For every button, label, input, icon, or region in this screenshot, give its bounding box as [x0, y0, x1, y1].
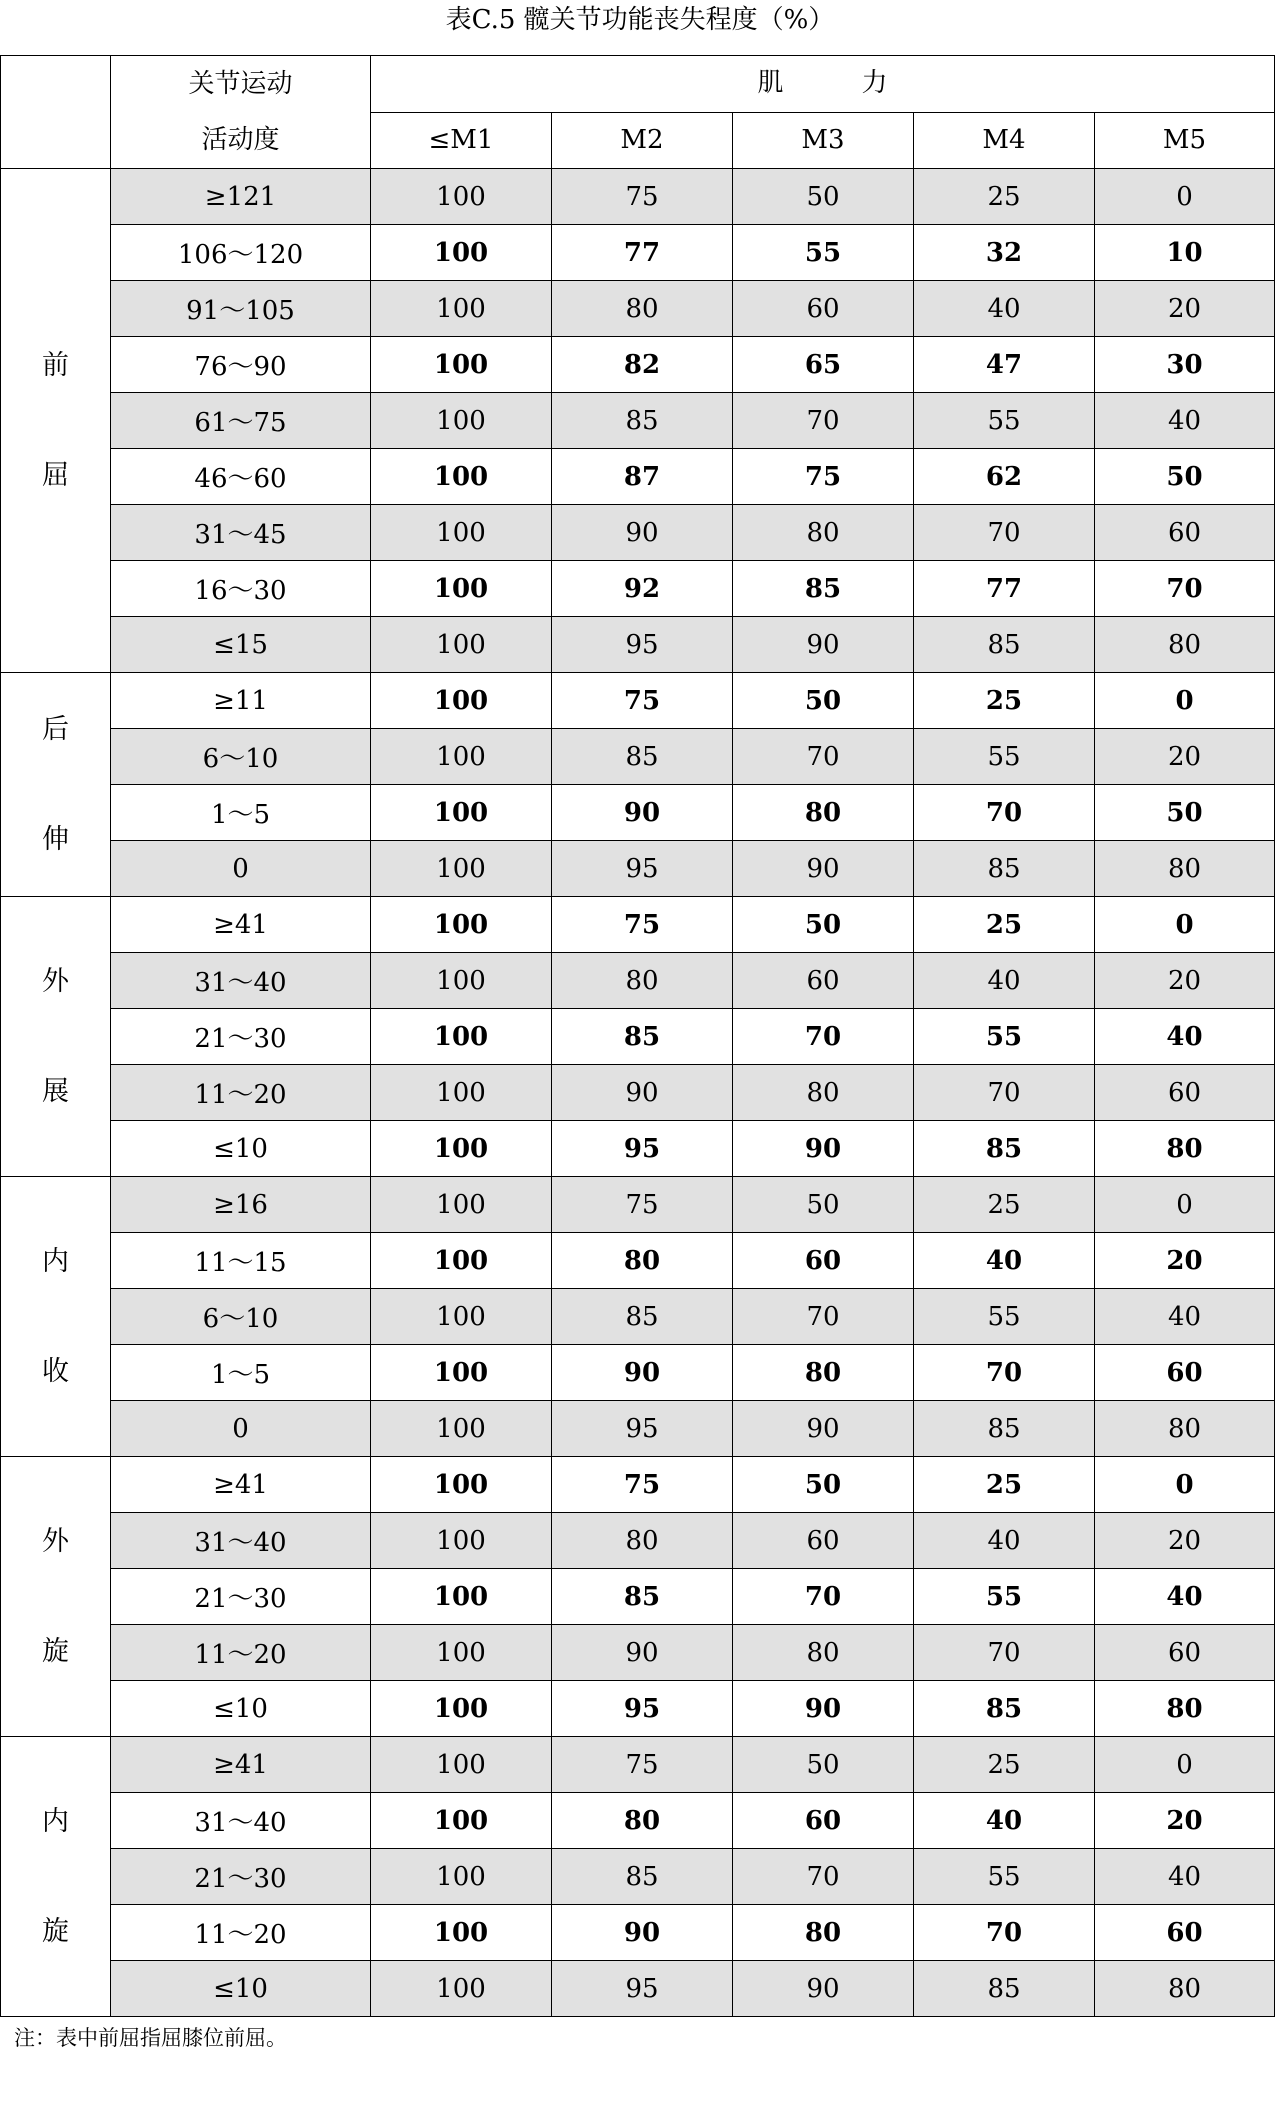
- table-row: [1, 1849, 1275, 1905]
- motion-range-cell: ≥41: [111, 897, 371, 953]
- group-label-char: 前: [42, 349, 69, 381]
- loss-value-m5: 80: [1095, 617, 1275, 673]
- loss-value-m2: 77: [552, 225, 733, 281]
- loss-value-m1: 100: [371, 561, 552, 617]
- loss-value-m1: 100: [371, 1177, 552, 1233]
- loss-value-m2: 95: [552, 617, 733, 673]
- loss-value-m3: 80: [733, 1345, 914, 1401]
- loss-value-m5: 40: [1095, 393, 1275, 449]
- loss-value-m3: 50: [733, 169, 914, 225]
- loss-value-m4: 55: [914, 1569, 1095, 1625]
- loss-value-m1: 100: [371, 449, 552, 505]
- motion-range-cell: ≥121: [111, 169, 371, 225]
- loss-value-m4: 70: [914, 1345, 1095, 1401]
- group-label-char: 旋: [42, 1635, 69, 1667]
- loss-value-m5: 40: [1095, 1009, 1275, 1065]
- loss-value-m1: 100: [371, 1793, 552, 1849]
- motion-range-cell: 0: [111, 1401, 371, 1457]
- loss-value-m2: 80: [552, 1793, 733, 1849]
- loss-value-m2: 85: [552, 1569, 733, 1625]
- grade-header-m3: M3: [733, 112, 914, 169]
- motion-range-cell: 46～60: [111, 449, 371, 505]
- loss-value-m2: 82: [552, 337, 733, 393]
- loss-value-m1: 100: [371, 1681, 552, 1737]
- group-label-char: 屈: [42, 459, 69, 491]
- loss-value-m2: 90: [552, 785, 733, 841]
- group-label-char: 展: [42, 1075, 69, 1107]
- motion-range-cell: 1～5: [111, 785, 371, 841]
- loss-value-m3: 60: [733, 1513, 914, 1569]
- loss-value-m4: 70: [914, 505, 1095, 561]
- loss-value-m1: 100: [371, 1009, 552, 1065]
- loss-value-m2: 95: [552, 1961, 733, 2017]
- loss-value-m5: 40: [1095, 1569, 1275, 1625]
- loss-value-m3: 80: [733, 1625, 914, 1681]
- loss-value-m3: 50: [733, 1457, 914, 1513]
- table-row: [1, 953, 1275, 1009]
- loss-value-m1: 100: [371, 1289, 552, 1345]
- loss-value-m4: 70: [914, 1905, 1095, 1961]
- group-label-char: 外: [42, 1525, 69, 1557]
- loss-value-m5: 0: [1095, 1737, 1275, 1793]
- loss-value-m1: 100: [371, 281, 552, 337]
- loss-value-m2: 85: [552, 1009, 733, 1065]
- loss-value-m2: 90: [552, 1065, 733, 1121]
- motion-range-cell: ≥41: [111, 1737, 371, 1793]
- table-row: [1, 1625, 1275, 1681]
- motion-range-cell: 21～30: [111, 1009, 371, 1065]
- loss-value-m2: 95: [552, 1401, 733, 1457]
- motion-range-cell: 61～75: [111, 393, 371, 449]
- loss-value-m1: 100: [371, 673, 552, 729]
- motion-range-cell: 21～30: [111, 1849, 371, 1905]
- loss-value-m1: 100: [371, 1233, 552, 1289]
- table-row: [1, 225, 1275, 281]
- loss-value-m4: 25: [914, 673, 1095, 729]
- motion-range-cell: 21～30: [111, 1569, 371, 1625]
- loss-value-m5: 80: [1095, 1961, 1275, 2017]
- loss-value-m4: 70: [914, 785, 1095, 841]
- loss-value-m1: 100: [371, 1625, 552, 1681]
- loss-value-m3: 55: [733, 225, 914, 281]
- table-row: [1, 785, 1275, 841]
- loss-value-m2: 92: [552, 561, 733, 617]
- loss-value-m1: 100: [371, 841, 552, 897]
- table-row: [1, 729, 1275, 785]
- motion-range-header: [111, 56, 371, 169]
- grade-header-m4: M4: [914, 112, 1095, 169]
- loss-value-m1: 100: [371, 225, 552, 281]
- header-row-1: [1, 56, 1275, 113]
- loss-value-m3: 80: [733, 785, 914, 841]
- loss-value-m2: 85: [552, 393, 733, 449]
- loss-value-m4: 85: [914, 841, 1095, 897]
- corner-cell: [1, 56, 111, 169]
- loss-value-m5: 50: [1095, 785, 1275, 841]
- loss-value-m3: 70: [733, 729, 914, 785]
- group-label-external-rotation: [1, 1457, 111, 1737]
- table-row: [1, 1961, 1275, 2017]
- loss-value-m3: 50: [733, 1737, 914, 1793]
- loss-value-m4: 85: [914, 1681, 1095, 1737]
- table-row: [1, 1513, 1275, 1569]
- table-row: [1, 1065, 1275, 1121]
- table-row: [1, 841, 1275, 897]
- loss-value-m1: 100: [371, 1569, 552, 1625]
- loss-value-m2: 90: [552, 1345, 733, 1401]
- loss-value-m5: 70: [1095, 561, 1275, 617]
- loss-value-m4: 40: [914, 1233, 1095, 1289]
- motion-range-cell: 106～120: [111, 225, 371, 281]
- loss-value-m1: 100: [371, 1345, 552, 1401]
- loss-value-m2: 85: [552, 1289, 733, 1345]
- table-row: [1, 505, 1275, 561]
- loss-value-m2: 75: [552, 673, 733, 729]
- loss-value-m3: 90: [733, 1961, 914, 2017]
- loss-value-m4: 40: [914, 1513, 1095, 1569]
- motion-range-cell: ≤10: [111, 1681, 371, 1737]
- motion-range-cell: ≥16: [111, 1177, 371, 1233]
- loss-value-m1: 100: [371, 169, 552, 225]
- loss-value-m4: 25: [914, 1177, 1095, 1233]
- table-row: [1, 617, 1275, 673]
- loss-value-m4: 25: [914, 897, 1095, 953]
- loss-value-m3: 70: [733, 1849, 914, 1905]
- group-label-char: 收: [42, 1355, 69, 1387]
- table-row: [1, 1569, 1275, 1625]
- loss-value-m5: 0: [1095, 673, 1275, 729]
- table-row: [1, 1009, 1275, 1065]
- table-row: [1, 1289, 1275, 1345]
- motion-range-cell: ≤15: [111, 617, 371, 673]
- loss-value-m5: 0: [1095, 897, 1275, 953]
- table-row: [1, 1177, 1275, 1233]
- loss-value-m3: 80: [733, 1065, 914, 1121]
- motion-range-cell: 11～20: [111, 1065, 371, 1121]
- group-label-char: 内: [42, 1805, 69, 1837]
- loss-value-m1: 100: [371, 897, 552, 953]
- loss-value-m1: 100: [371, 1401, 552, 1457]
- loss-value-m3: 90: [733, 1681, 914, 1737]
- group-label-extension: [1, 673, 111, 897]
- loss-value-m3: 70: [733, 1569, 914, 1625]
- loss-value-m5: 80: [1095, 1681, 1275, 1737]
- loss-value-m4: 40: [914, 1793, 1095, 1849]
- loss-value-m3: 85: [733, 561, 914, 617]
- table-note: 注：表中前屈指屈膝位前屈。: [14, 2026, 287, 2050]
- loss-value-m1: 100: [371, 729, 552, 785]
- loss-value-m4: 55: [914, 1289, 1095, 1345]
- loss-value-m2: 75: [552, 897, 733, 953]
- grade-header-m2: M2: [552, 112, 733, 169]
- group-label-char: 伸: [42, 823, 69, 855]
- loss-value-m3: 70: [733, 1009, 914, 1065]
- motion-range-cell: 6～10: [111, 1289, 371, 1345]
- loss-value-m4: 77: [914, 561, 1095, 617]
- loss-value-m4: 32: [914, 225, 1095, 281]
- table-row: [1, 1737, 1275, 1793]
- group-label-adduction: [1, 1177, 111, 1457]
- loss-value-m5: 10: [1095, 225, 1275, 281]
- motion-range-cell: 16～30: [111, 561, 371, 617]
- loss-value-m3: 60: [733, 281, 914, 337]
- motion-range-cell: 11～20: [111, 1625, 371, 1681]
- loss-value-m4: 47: [914, 337, 1095, 393]
- table-row: [1, 1793, 1275, 1849]
- table-row: [1, 169, 1275, 225]
- loss-value-m4: 70: [914, 1625, 1095, 1681]
- group-label-char: 内: [42, 1245, 69, 1277]
- loss-value-m1: 100: [371, 1905, 552, 1961]
- loss-value-m1: 100: [371, 953, 552, 1009]
- loss-value-m3: 60: [733, 1793, 914, 1849]
- loss-value-m5: 30: [1095, 337, 1275, 393]
- motion-header-line1: 关节运动: [188, 69, 293, 99]
- table-row: [1, 1905, 1275, 1961]
- loss-value-m3: 90: [733, 617, 914, 673]
- loss-value-m5: 80: [1095, 1121, 1275, 1177]
- loss-value-m5: 0: [1095, 1177, 1275, 1233]
- table-row: [1, 1233, 1275, 1289]
- loss-value-m5: 20: [1095, 1793, 1275, 1849]
- loss-value-m2: 90: [552, 505, 733, 561]
- loss-value-m4: 25: [914, 169, 1095, 225]
- loss-value-m3: 60: [733, 1233, 914, 1289]
- loss-value-m5: 50: [1095, 449, 1275, 505]
- motion-range-cell: 31～40: [111, 1513, 371, 1569]
- loss-value-m5: 0: [1095, 1457, 1275, 1513]
- loss-value-m4: 55: [914, 729, 1095, 785]
- muscle-strength-header: 肌 力: [371, 56, 1275, 113]
- loss-value-m5: 80: [1095, 841, 1275, 897]
- group-label-char: 旋: [42, 1915, 69, 1947]
- loss-value-m1: 100: [371, 617, 552, 673]
- loss-value-m2: 75: [552, 169, 733, 225]
- loss-value-m2: 80: [552, 1233, 733, 1289]
- loss-value-m2: 75: [552, 1177, 733, 1233]
- loss-value-m5: 20: [1095, 953, 1275, 1009]
- group-label-abduction: [1, 897, 111, 1177]
- loss-value-m3: 65: [733, 337, 914, 393]
- loss-value-m2: 90: [552, 1625, 733, 1681]
- hip-joint-function-loss-table: [0, 55, 1275, 2017]
- loss-value-m5: 80: [1095, 1401, 1275, 1457]
- loss-value-m4: 70: [914, 1065, 1095, 1121]
- loss-value-m2: 75: [552, 1737, 733, 1793]
- loss-value-m1: 100: [371, 1849, 552, 1905]
- loss-value-m4: 62: [914, 449, 1095, 505]
- loss-value-m4: 25: [914, 1457, 1095, 1513]
- loss-value-m3: 70: [733, 393, 914, 449]
- table-row: [1, 1681, 1275, 1737]
- table-row: [1, 561, 1275, 617]
- loss-value-m2: 80: [552, 281, 733, 337]
- group-label-char: 后: [42, 713, 69, 745]
- loss-value-m2: 85: [552, 1849, 733, 1905]
- loss-value-m5: 60: [1095, 1905, 1275, 1961]
- loss-value-m5: 0: [1095, 169, 1275, 225]
- loss-value-m5: 60: [1095, 1065, 1275, 1121]
- loss-value-m4: 85: [914, 617, 1095, 673]
- grade-header-m5: M5: [1095, 112, 1275, 169]
- loss-value-m2: 95: [552, 841, 733, 897]
- loss-value-m1: 100: [371, 1737, 552, 1793]
- loss-value-m1: 100: [371, 505, 552, 561]
- table-row: [1, 337, 1275, 393]
- motion-range-cell: 1～5: [111, 1345, 371, 1401]
- motion-range-cell: 31～40: [111, 953, 371, 1009]
- loss-value-m4: 85: [914, 1121, 1095, 1177]
- loss-value-m2: 75: [552, 1457, 733, 1513]
- table-row: [1, 393, 1275, 449]
- motion-range-cell: 11～15: [111, 1233, 371, 1289]
- motion-range-cell: 31～45: [111, 505, 371, 561]
- motion-range-cell: ≥11: [111, 673, 371, 729]
- loss-value-m3: 90: [733, 1121, 914, 1177]
- loss-value-m3: 50: [733, 673, 914, 729]
- loss-value-m4: 55: [914, 1849, 1095, 1905]
- loss-value-m5: 20: [1095, 1513, 1275, 1569]
- loss-value-m3: 50: [733, 1177, 914, 1233]
- loss-value-m1: 100: [371, 1065, 552, 1121]
- group-label-flexion: [1, 169, 111, 673]
- loss-value-m3: 90: [733, 1401, 914, 1457]
- loss-value-m3: 50: [733, 897, 914, 953]
- loss-value-m5: 40: [1095, 1289, 1275, 1345]
- loss-value-m1: 100: [371, 785, 552, 841]
- loss-value-m1: 100: [371, 337, 552, 393]
- group-label-internal-rotation: [1, 1737, 111, 2017]
- motion-range-cell: ≤10: [111, 1961, 371, 2017]
- loss-value-m3: 90: [733, 841, 914, 897]
- loss-value-m4: 40: [914, 953, 1095, 1009]
- table-row: [1, 1457, 1275, 1513]
- loss-value-m1: 100: [371, 1457, 552, 1513]
- loss-value-m4: 25: [914, 1737, 1095, 1793]
- loss-value-m1: 100: [371, 393, 552, 449]
- motion-range-cell: 31～40: [111, 1793, 371, 1849]
- loss-value-m1: 100: [371, 1513, 552, 1569]
- loss-value-m5: 20: [1095, 729, 1275, 785]
- loss-value-m5: 60: [1095, 505, 1275, 561]
- table-row: [1, 897, 1275, 953]
- loss-value-m3: 80: [733, 1905, 914, 1961]
- table-row: [1, 673, 1275, 729]
- loss-value-m4: 85: [914, 1401, 1095, 1457]
- motion-range-cell: ≥41: [111, 1457, 371, 1513]
- loss-value-m5: 60: [1095, 1625, 1275, 1681]
- loss-value-m2: 90: [552, 1905, 733, 1961]
- motion-range-cell: 11～20: [111, 1905, 371, 1961]
- motion-range-cell: 6～10: [111, 729, 371, 785]
- table-row: [1, 1121, 1275, 1177]
- loss-value-m5: 20: [1095, 281, 1275, 337]
- loss-value-m3: 60: [733, 953, 914, 1009]
- loss-value-m2: 95: [552, 1681, 733, 1737]
- loss-value-m4: 85: [914, 1961, 1095, 2017]
- loss-value-m3: 80: [733, 505, 914, 561]
- table-row: [1, 1345, 1275, 1401]
- loss-value-m2: 95: [552, 1121, 733, 1177]
- motion-range-cell: 91～105: [111, 281, 371, 337]
- table-row: [1, 1401, 1275, 1457]
- loss-value-m2: 85: [552, 729, 733, 785]
- grade-header-m1: ≤M1: [371, 112, 552, 169]
- table-body: [1, 56, 1275, 2017]
- loss-value-m2: 87: [552, 449, 733, 505]
- loss-value-m4: 55: [914, 1009, 1095, 1065]
- loss-value-m4: 40: [914, 281, 1095, 337]
- loss-value-m2: 80: [552, 953, 733, 1009]
- motion-range-cell: 0: [111, 841, 371, 897]
- loss-value-m1: 100: [371, 1961, 552, 2017]
- loss-value-m3: 75: [733, 449, 914, 505]
- group-label-char: 外: [42, 965, 69, 997]
- motion-range-cell: 76～90: [111, 337, 371, 393]
- loss-value-m3: 70: [733, 1289, 914, 1345]
- loss-value-m5: 60: [1095, 1345, 1275, 1401]
- loss-value-m5: 40: [1095, 1849, 1275, 1905]
- motion-header-line2: 活动度: [201, 125, 280, 155]
- loss-value-m1: 100: [371, 1121, 552, 1177]
- motion-range-cell: ≤10: [111, 1121, 371, 1177]
- table-row: [1, 449, 1275, 505]
- loss-value-m5: 20: [1095, 1233, 1275, 1289]
- loss-value-m4: 55: [914, 393, 1095, 449]
- loss-value-m2: 80: [552, 1513, 733, 1569]
- table-caption: 表C.5 髋关节功能丧失程度（%）: [445, 5, 835, 35]
- table-row: [1, 281, 1275, 337]
